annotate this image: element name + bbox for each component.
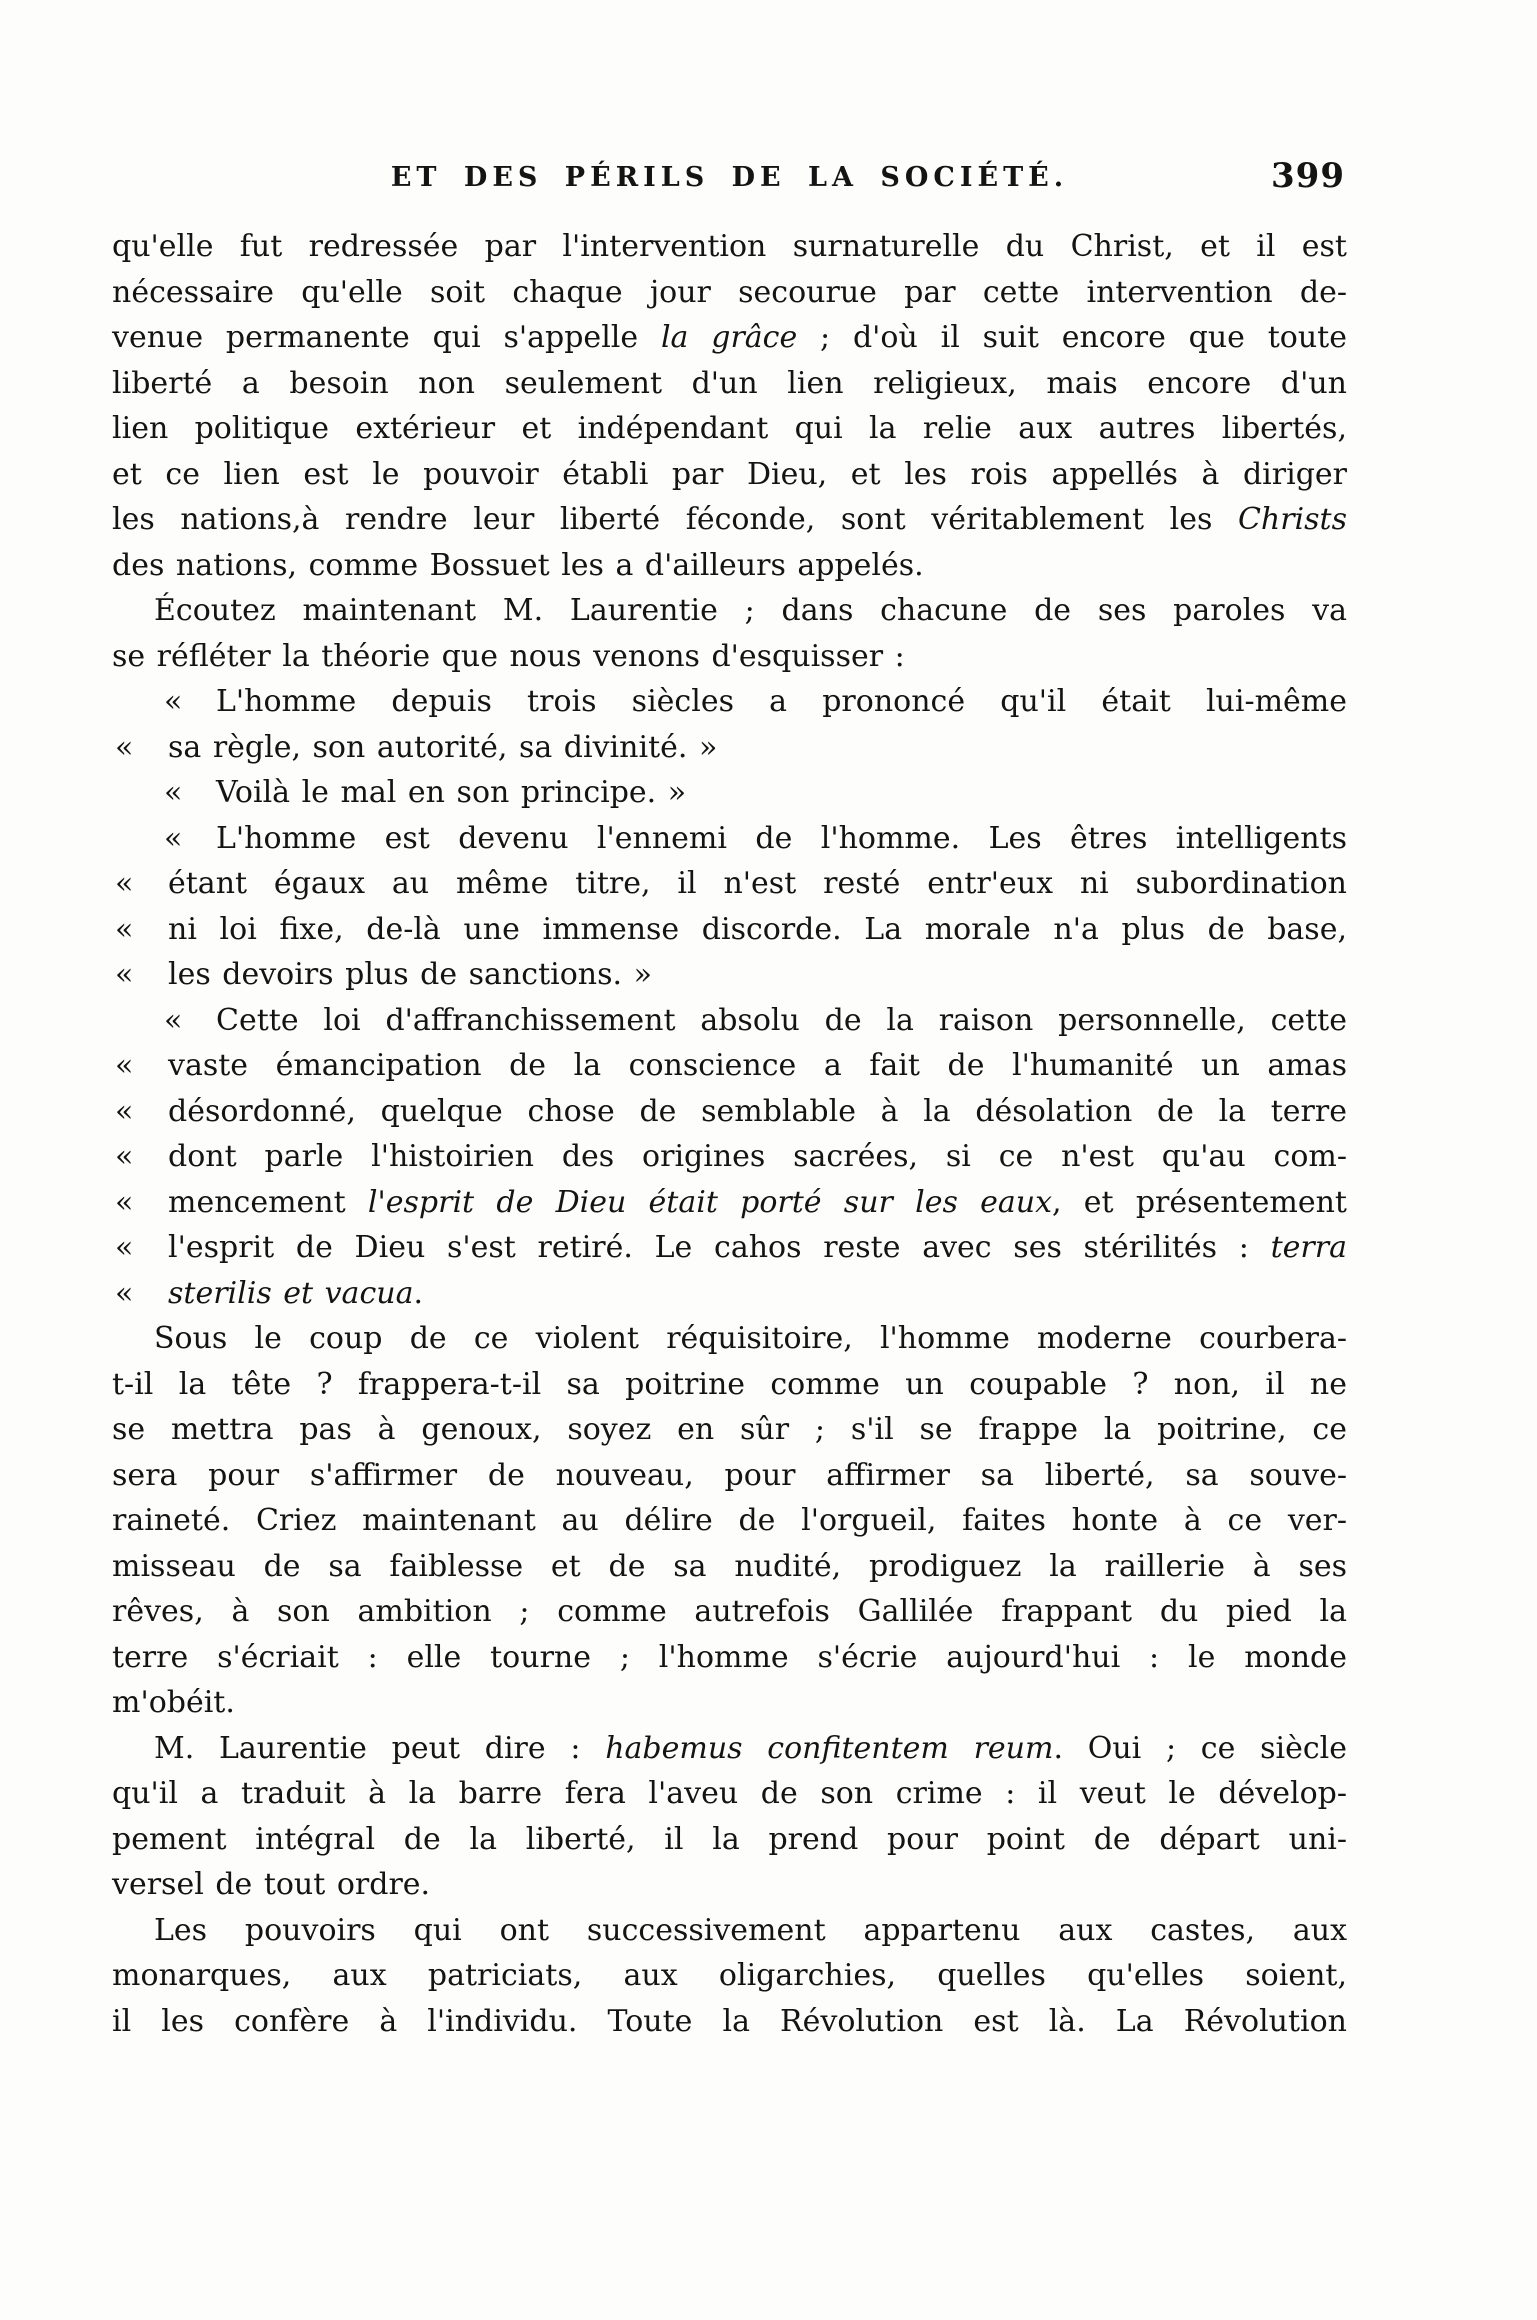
italic-segment: l'esprit de Dieu était porté sur les eaux (367, 1184, 1052, 1220)
open-guillemet-mark: « (115, 1139, 134, 1174)
text-line (112, 543, 1347, 589)
open-guillemet-mark: « (115, 1275, 134, 1311)
text-segment: terre s'écriait : elle tourne ; l'homme s'écrie aujourd'hui : le monde (112, 1639, 1347, 1675)
text-segment: se mettra pas à genoux, soyez en sûr ; s'il se frappe la poitrine, ce (112, 1412, 1347, 1447)
quote-line (112, 1043, 1347, 1089)
quote-line (112, 679, 1347, 725)
text-line (112, 1862, 1347, 1908)
quote-line (112, 725, 1347, 771)
text-segment: nécessaire qu'elle soit chaque jour secourue par cette intervention de- (112, 274, 1347, 310)
text-segment: t-il la tête ? frappera-t-il sa poitrine comme un coupable ? non, il ne (112, 1366, 1347, 1402)
quote-line (112, 907, 1347, 953)
text-segment: m'obéit. (112, 1685, 235, 1720)
text-line (112, 315, 1347, 361)
text-segment: dont parle l'histoirien des origines sacrées, si ce n'est qu'au com- (168, 1139, 1347, 1174)
text-segment: Les pouvoirs qui ont successivement appartenu aux castes, aux (154, 1912, 1347, 1948)
text-segment: raineté. Criez maintenant au délire de l'orgueil, faites honte à ce ver- (112, 1503, 1347, 1538)
running-header (112, 156, 1347, 198)
quote-line (112, 952, 1347, 998)
open-guillemet-mark: « (115, 729, 134, 765)
text-segment: versel de tout ordre. (112, 1867, 431, 1902)
text-segment: rêves, à son ambition ; comme autrefois Gallilée frappant du pied la (112, 1594, 1347, 1629)
text-segment: il les confère à l'individu. Toute la Révolution est là. La Révolution (112, 2003, 1347, 2039)
quote-line (112, 861, 1347, 907)
header-title: ET DES PÉRILS DE LA SOCIÉTÉ. (390, 162, 1069, 193)
text-segment: ni loi fixe, de-là une immense discorde. La morale n'a plus de base, (168, 911, 1347, 947)
text-segment: qu'il a traduit à la barre fera l'aveu de son crime : il veut le dévelop- (112, 1776, 1347, 1811)
text-segment: monarques, aux patriciats, aux oligarchies, quelles qu'elles soient, (112, 1958, 1347, 1993)
text-segment: sa règle, son autorité, sa divinité. » (168, 729, 718, 765)
text-line (112, 1589, 1347, 1635)
text-segment: Voilà le mal en son principe. » (216, 775, 687, 810)
text-segment: , et présentement (1051, 1184, 1347, 1220)
text-line (112, 406, 1347, 452)
text-line (112, 1908, 1347, 1954)
text-segment: pement intégral de la liberté, il la prend pour point de départ uni- (112, 1821, 1347, 1857)
open-guillemet-mark: « (115, 866, 134, 901)
text-segment: les nations,à rendre leur liberté féconde, sont véritablement les (112, 502, 1238, 537)
text-segment: lien politique extérieur et indépendant qui la relie aux autres libertés, (112, 411, 1347, 446)
quote-line (112, 998, 1347, 1044)
open-guillemet-mark: « (115, 957, 134, 992)
text-segment: M. Laurentie peut dire : (154, 1730, 606, 1766)
text-segment: vaste émancipation de la conscience a fait de l'humanité un amas (168, 1048, 1347, 1083)
text-segment: venue permanente qui s'appelle (112, 320, 661, 355)
quote-line (112, 1225, 1347, 1271)
italic-segment: habemus confitentem reum (605, 1730, 1054, 1766)
open-guillemet-mark: « (164, 820, 183, 856)
quote-line (112, 1089, 1347, 1135)
text-segment: L'homme depuis trois siècles a prononcé qu'il était lui-même (216, 684, 1347, 719)
italic-segment: terra (1270, 1230, 1347, 1265)
text-segment: . Oui ; ce siècle (1053, 1730, 1347, 1766)
text-segment: misseau de sa faiblesse et de sa nudité, prodiguez la raillerie à ses (112, 1548, 1347, 1584)
open-guillemet-mark: « (115, 911, 134, 947)
text-line (112, 1771, 1347, 1817)
text-segment: L'homme est devenu l'ennemi de l'homme. Les êtres intelligents (216, 820, 1347, 856)
open-guillemet-mark: « (115, 1093, 134, 1129)
text-segment: se réfléter la théorie que nous venons d'esquisser : (112, 638, 905, 674)
text-line (112, 361, 1347, 407)
italic-segment: sterilis et vacua (168, 1275, 414, 1311)
text-segment: des nations, comme Bossuet les a d'ailleurs appelés. (112, 547, 924, 583)
text-line (112, 1498, 1347, 1544)
text-line (112, 270, 1347, 316)
quote-line (112, 1180, 1347, 1226)
open-guillemet-mark: « (164, 684, 183, 719)
text-block (112, 224, 1347, 2044)
text-line (112, 1999, 1347, 2045)
open-guillemet-mark: « (115, 1184, 134, 1220)
text-segment: qu'elle fut redressée par l'intervention surnaturelle du Christ, et il est (112, 229, 1347, 264)
page-number: 399 (1271, 156, 1345, 196)
text-segment: étant égaux au même titre, il n'est resté entr'eux ni subordination (168, 866, 1347, 901)
text-segment: désordonné, quelque chose de semblable à la désolation de la terre (168, 1093, 1347, 1129)
text-line (112, 1635, 1347, 1681)
italic-segment: Christs (1237, 502, 1347, 537)
text-line (112, 634, 1347, 680)
quote-line (112, 1134, 1347, 1180)
text-segment: ; d'où il suit encore que toute (797, 320, 1347, 355)
quote-line (112, 1271, 1347, 1317)
text-line (112, 224, 1347, 270)
text-segment: Cette loi d'affranchissement absolu de la raison personnelle, cette (216, 1002, 1347, 1038)
text-line (112, 1362, 1347, 1408)
text-segment: mencement (168, 1184, 368, 1220)
open-guillemet-mark: « (115, 1048, 134, 1083)
text-segment: liberté a besoin non seulement d'un lien religieux, mais encore d'un (112, 365, 1347, 401)
text-segment: Sous le coup de ce violent réquisitoire, l'homme moderne courbera- (154, 1321, 1347, 1356)
text-line (112, 1817, 1347, 1863)
text-segment: les devoirs plus de sanctions. » (168, 957, 652, 992)
text-line (112, 497, 1347, 543)
text-line (112, 1407, 1347, 1453)
open-guillemet-mark: « (164, 775, 183, 810)
italic-segment: la grâce (660, 320, 798, 355)
quote-line (112, 770, 1347, 816)
text-segment: et ce lien est le pouvoir établi par Dieu, et les rois appellés à diriger (112, 456, 1347, 492)
text-line (112, 452, 1347, 498)
text-line (112, 1953, 1347, 1999)
text-segment: . (413, 1275, 423, 1311)
text-line (112, 588, 1347, 634)
quote-line (112, 816, 1347, 862)
text-line (112, 1544, 1347, 1590)
text-line (112, 1316, 1347, 1362)
text-segment: l'esprit de Dieu s'est retiré. Le cahos reste avec ses stérilités : (168, 1230, 1271, 1265)
text-segment: sera pour s'affirmer de nouveau, pour affirmer sa liberté, sa souve- (112, 1457, 1347, 1493)
open-guillemet-mark: « (115, 1230, 134, 1265)
open-guillemet-mark: « (164, 1002, 183, 1038)
text-line (112, 1680, 1347, 1726)
text-line (112, 1726, 1347, 1772)
text-segment: Écoutez maintenant M. Laurentie ; dans chacune de ses paroles va (154, 593, 1347, 628)
text-line (112, 1453, 1347, 1499)
